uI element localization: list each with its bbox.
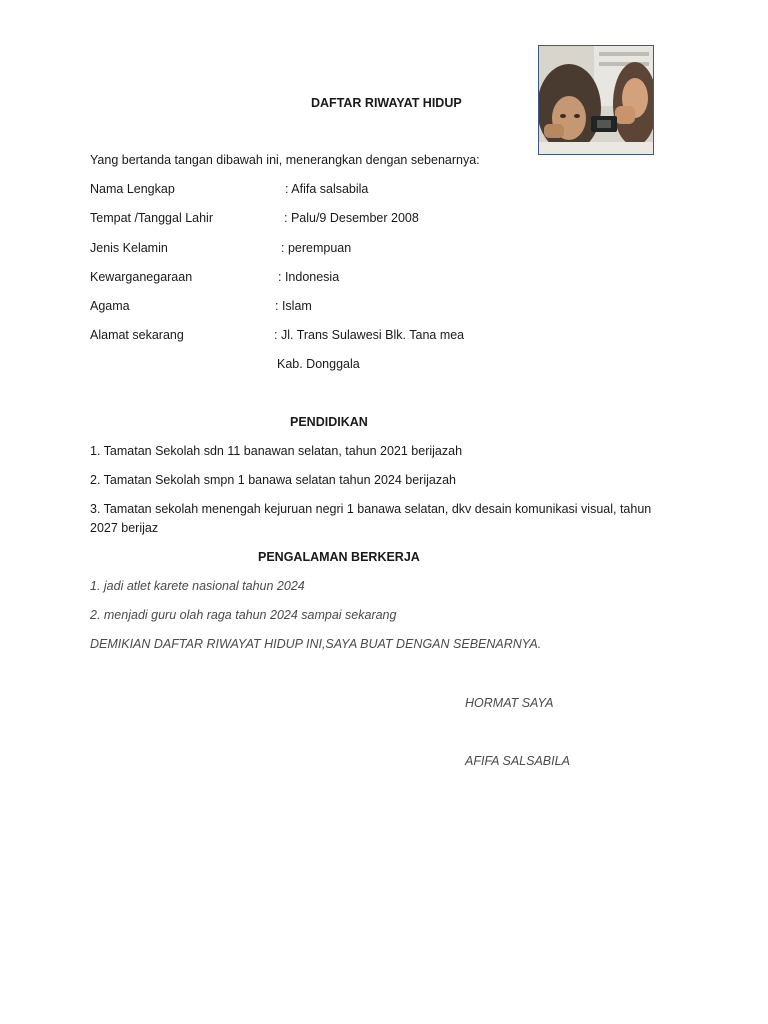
education-item-3: 3. Tamatan sekolah menengah kejuruan negri 1 banawa selatan, dkv desain komunikasi visual, tahun 2027 berijaz bbox=[90, 502, 652, 535]
label-full-name: Nama Lengkap bbox=[90, 182, 175, 196]
photo-illustration bbox=[539, 46, 654, 155]
intro-statement: Yang bertanda tangan dibawah ini, menerangkan dengan sebenarnya: bbox=[90, 153, 480, 167]
value-birth: : Palu/9 Desember 2008 bbox=[284, 211, 419, 225]
experience-item-1: 1. jadi atlet karete nasional tahun 2024 bbox=[90, 579, 305, 593]
value-gender: : perempuan bbox=[281, 241, 352, 255]
label-religion: Agama bbox=[90, 299, 130, 313]
value-religion: : Islam bbox=[275, 299, 312, 313]
label-birth: Tempat /Tanggal Lahir bbox=[90, 211, 213, 225]
closing-statement: DEMIKIAN DAFTAR RIWAYAT HIDUP INI,SAYA BUAT DENGAN SEBENARNYA. bbox=[90, 637, 542, 651]
education-item-1: 1. Tamatan Sekolah sdn 11 banawan selatan, tahun 2021 berijazah bbox=[90, 444, 463, 458]
label-address: Alamat sekarang bbox=[90, 328, 184, 342]
label-gender: Jenis Kelamin bbox=[90, 241, 168, 255]
value-address-line2: Kab. Donggala bbox=[277, 357, 360, 371]
experience-heading: PENGALAMAN BERKERJA bbox=[258, 550, 420, 564]
education-item-2: 2. Tamatan Sekolah smpn 1 banawa selatan tahun 2024 berijazah bbox=[90, 473, 456, 487]
education-heading: PENDIDIKAN bbox=[290, 415, 368, 429]
signature-name: AFIFA SALSABILA bbox=[465, 754, 570, 768]
experience-item-2: 2. menjadi guru olah raga tahun 2024 sampai sekarang bbox=[90, 608, 397, 622]
value-full-name: : Afifa salsabila bbox=[285, 182, 369, 196]
label-nationality: Kewarganegaraan bbox=[90, 270, 193, 284]
signature-greeting: HORMAT SAYA bbox=[465, 696, 554, 710]
value-address: : Jl. Trans Sulawesi Blk. Tana mea bbox=[274, 328, 465, 342]
document-title: DAFTAR RIWAYAT HIDUP bbox=[311, 96, 462, 110]
value-nationality: : Indonesia bbox=[278, 270, 340, 284]
profile-photo bbox=[538, 45, 654, 155]
